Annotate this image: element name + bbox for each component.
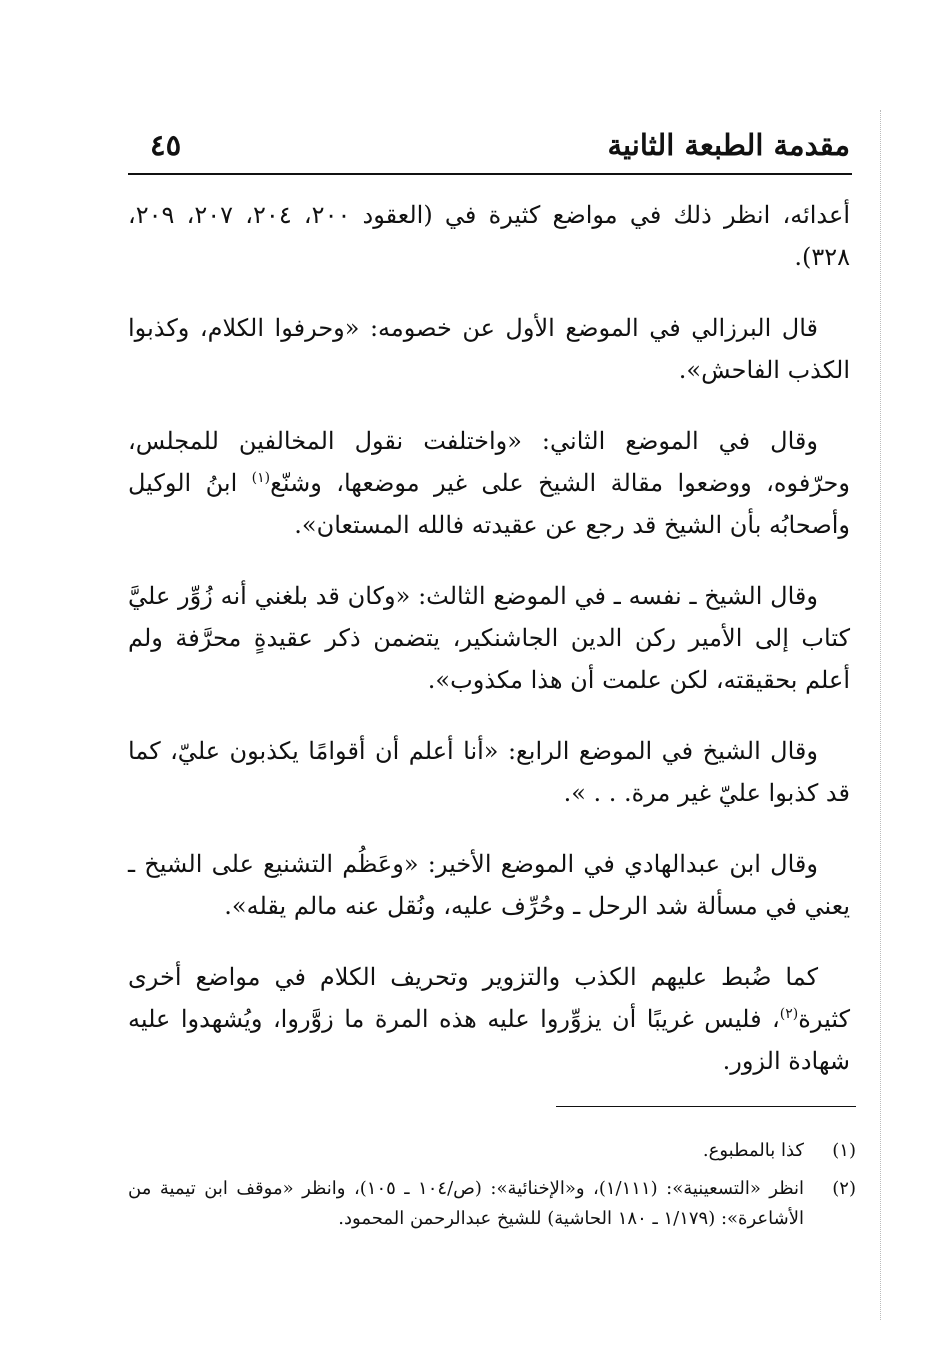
footnote-ref-1: (١) xyxy=(251,470,271,486)
paragraph-text: وقال الشيخ ـ نفسه ـ في الموضع الثالث: «وكان قد بلغني أنه زُوِّر عليَّ كتاب إلى الأمير ركن الدين الجاشنكير، يتضمن ذكر عقيدةٍ محرَّفة ولم أعلم بحقيقته، لكن علمت أن هذا مكذوب». xyxy=(128,582,851,694)
paragraph-text-after-note: ، فليس غريبًا أن يزوِّروا عليه هذه المرة ما زوَّروا، ويُشهدوا عليه شهادة الزور. xyxy=(128,1005,850,1075)
footnote-number: (١) xyxy=(832,1140,856,1161)
footnotes xyxy=(128,1136,856,1242)
footnote-text: كذا بالمطبوع. xyxy=(702,1140,804,1161)
paragraph-text: وقال الشيخ في الموضع الرابع: «أنا أعلم أن أقوامًا يكذبون عليّ، كما قد كذبوا عليّ غير مرة. . . ». xyxy=(128,737,850,807)
footnote-text: انظر «التسعينية»: (١/١١١)، و«الإخنائية»: (ص/١٠٤ ـ ١٠٥)، وانظر «موقف ابن تيمية من الأشاعرة»: (١/١٧٩ ـ ١٨٠ الحاشية) للشيخ عبدالرحمن المحمود. xyxy=(128,1178,805,1229)
paragraph-text: قال البرزالي في الموضع الأول عن خصومه: «وحرفوا الكلام، وكذبوا الكذب الفاحش». xyxy=(128,314,850,384)
footnote-number: (٢) xyxy=(832,1178,856,1199)
footnote-1 xyxy=(128,1136,856,1166)
paragraph-text: أعدائه، انظر ذلك في مواضع كثيرة في (العقود ٢٠٠، ٢٠٤، ٢٠٧، ٢٠٩، ٣٢٨). xyxy=(128,201,851,271)
paragraph-3 xyxy=(128,420,850,546)
paragraph-text-before-note: وقال في الموضع الثاني: «واختلفت نقول المخالفين للمجلس، وحرّفوه، ووضعوا مقالة الشيخ على غير موضعها، وشنّع xyxy=(128,427,850,497)
paragraph-text-after-note: ابنُ الوكيل وأصحابُه بأن الشيخ قد رجع عن عقيدته فالله المستعان». xyxy=(128,469,850,539)
paragraph-1 xyxy=(128,194,850,278)
page-header xyxy=(128,118,850,168)
paragraph-text: وقال ابن عبدالهادي في الموضع الأخير: «وعَظُم التشنيع على الشيخ ـ يعني في مسألة شد الرحل ـ وحُرِّف عليه، ونُقل عنه مالم يقله». xyxy=(128,850,850,920)
footnote-ref-2: (٢) xyxy=(779,1006,799,1022)
main-text xyxy=(128,194,850,1111)
paragraph-5 xyxy=(128,730,850,814)
header-divider xyxy=(128,173,852,175)
paragraph-7 xyxy=(128,956,850,1082)
footnote-divider xyxy=(556,1106,856,1107)
page-number: ٤٥ xyxy=(150,128,182,162)
paragraph-2 xyxy=(128,307,850,391)
paragraph-4 xyxy=(128,575,850,701)
paragraph-6 xyxy=(128,843,850,927)
paragraph-text-before-note: كما ضُبط عليهم الكذب والتزوير وتحريف الكلام في مواضع أخرى كثيرة xyxy=(128,963,850,1033)
footnote-2 xyxy=(128,1174,856,1234)
scan-margin-line xyxy=(880,110,881,1320)
chapter-title: مقدمة الطبعة الثانية xyxy=(607,128,850,162)
